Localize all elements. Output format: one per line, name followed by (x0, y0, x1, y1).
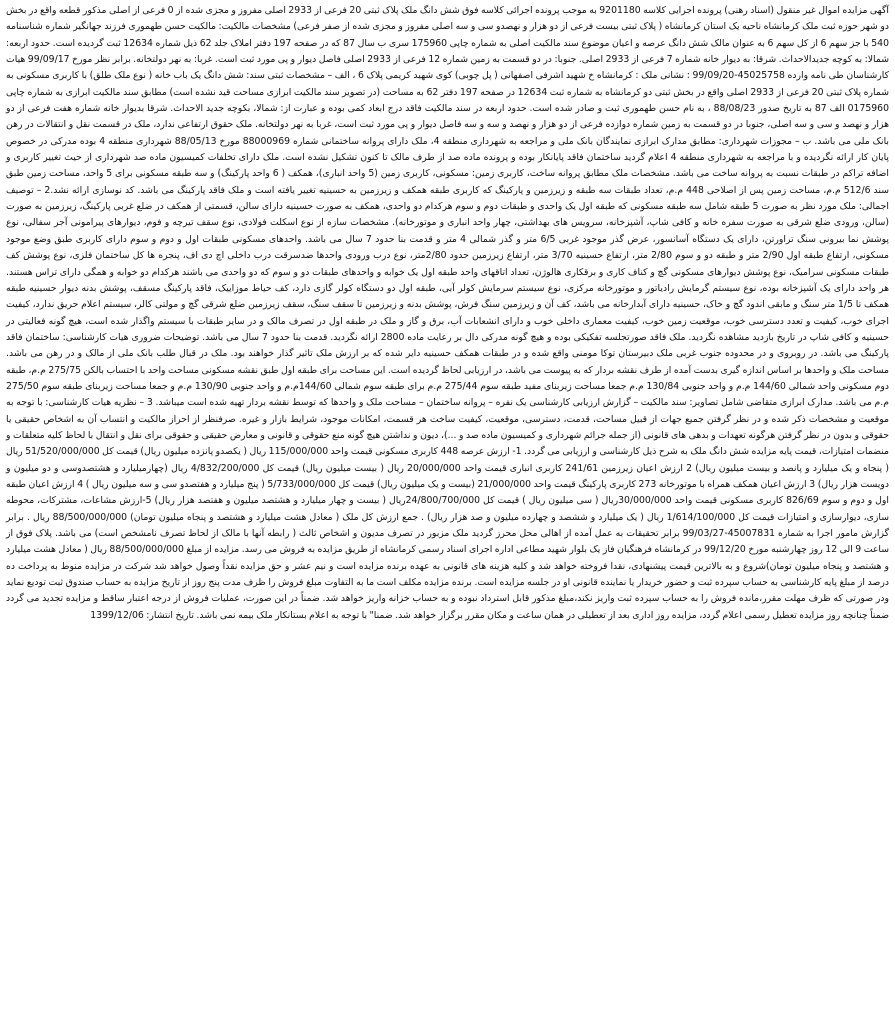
notice-body: (اسناد رهنی) پرونده اجرایی کلاسه 9201180 به موجب پرونده اجرائی کلاسه فوق شش دانگ ملک پلاک ثبتی 20 فرعی از 2933 اصلی مفروز و مجزی شده از 0 فرعی از اصلی مذکور قطعه واقع در بخش دو شهر حوزه ثبت ملک کرمانشاه ناحیه یک استان کرمانشاه ( پلاک ثبتی بیست فرعی از دو هزار و نهصدو سی و سه اصلی مفروز و مجزی شده از صفر فرعی) مشخصات مالکیت: مالکیت حسن طهموری فرزند جهانگیر شماره شناسنامه 540 با جز سهم 6 از کل سهم 6 به عنوان مالک شش دانگ عرصه و اعیان موضوع سند مالکیت اصلی به شماره چاپی 175960 سری ب سال 87 که در صفحه 197 دفتر املاک جلد 62 ذیل شماره 12634 ثبت گردیده است. حدود اربعه: شمالا: به کوچه جدیدالاحداث. شرقا: به دیوار خانه شماره 7 فرعی از 2933 اصلی. جنوبا: در دو قسمت به زمین شماره 12 فرعی از 2933 اصلی فاصل دیوار و پی مورد ثبت است. غربا: به نهر دولتخانه. برابر نظر مورخ 99/09/17 هیات کارشناسان طی نامه وارده 45025758-99/09/20 : نشانی ملک : کرمانشاه خ شهید اشرفی اصفهانی ( پل چوبی) کوی شهید کریمی پلاک 6 ، الف – مشخصات ثبتی سند: شش دانگ یک باب خانه ( نوع ملک طلق) با کاربری مسکونی به شماره پلاک ثبتی 20 فرعی از 2933 اصلی واقع در بخش ثبتی دو کرمانشاه به شماره ثبت 12634 در صفحه 197 دفتر 62 به مساحت (در تصویر سند مالکیت ابرازی مساحت قید نشده است) مطابق سند مالکیت ابرازی به شماره چاپی 0175960 الف 87 به تاریخ صدور 88/08/23 ، به نام حسن طهموری ثبت و صادر شده است. حدود اربعه در سند مالکیت فاقد درج ابعاد کمی بوده و عبارت از: شمالا، بکوچه جدید الاحداث. شرقا بدیوار خانه شماره هفت فرعی از دو هزار و نهصد و سی و سه اصلی، جنوبا در دو قسمت به زمین شماره دوازده فرعی از دو هزار و نهصد و سه و سه فاصل دیوار و پی مورد ثبت است، غربا به نهر دولتخانه. ملک حقوق ارتفاعی ندارد، ملک در قسمت نقل و انتقالات در رهن بانک ملی می باشد. ب – مجوزات شهرداری: مطابق مدارک ابرازی نمایندگان بانک ملی و مراجعه به شهرداری منطقه 4، ملک دارای پروانه ساختمانی شماره 88000969 مورخ 88/05/13 شهرداری منطقه 4 بوده مدرکی در خصوص پایان کار ارائه نگردیده و با مراجعه به شهرداری منطقه 4 اعلام گردید ساختمان فاقد پایانکار بوده و پرونده ماده صد از طرف مالک تا کنون تشکیل نشده است. ملک دارای تخلفات کمیسیون ماده صد شهرداری از حیث تغییر کاربری و اضافه تراکم در طبقات نسبت به پروانه ساخت می باشد. مشخصات ملک مطابق پروانه ساخت، کاربری زمین: مسکونی، کاربری زمین (5 واحد انباری)، همکف ( 6 واحد پارکینگ) و سه طبقه مسکونی برای 5 واحد، مساحت زمین طبق سند 512/6 م.م، مساحت زمین پس از اصلاحی 448 م.م، تعداد طبقات سه طبقه و زیرزمین و پارکینگ که کاربری طبقه همکف و زیرزمین به حسینیه تغییر یافته است و ملک فاقد پارکینگ می باشد. کد نوسازی ارائه نشد.2 – توصیف اجمالی: ملک مورد نظر به صورت 5 طبقه شامل سه طبقه مسکونی که طبقه اول یک واحدی و طبقات دوم و سوم هرکدام دو واحدی، همکف به صورت حسینیه دارای سالن، قسمتی از همکف در ضلع غربی پارکینگ، زیرزمین به صورت (سالن، ورودی ضلع شرقی به صورت سفره خانه و کافی شاپ، آشپزخانه، سرویس های بهداشتی، چهار واحد انباری و موتورخانه). مشخصات سازه از نوع اسکلت فولادی، نوع سقف تیرچه و فوم، دیوارهای پیرامونی آجر سفالی، نوع پوشش نما بیرونی سنگ تراورتن، دارای یک دستگاه آسانسور، عرض گذر موجود غربی 6/5 متر و گذر شمالی 4 متر و قدمت بنا حدود 7 سال می باشد. واحدهای مسکونی طبقات اول و دوم و سوم دارای کاربری طبق وضع موجود مسکونی، ارتفاع طبقه اول 2/90 متر و طبقه دو و سوم 2/80 متر، ارتفاع حسینیه 3/70 متر، ارتفاع زیرزمین حدود 2/80متر، نوع درب ورودی واحدها ضدسرقت درب داخلی اچ دی اف، پنجره ها کل ساختمان فلزی، نوع پوشش کف طبقات مسکونی سرامیک، نوع پوشش دیوارهای مسکونی گچ و کناف کاری و برقکاری هالوژن، تعداد اتاقهای واحد طبقه اول یک خوابه و واحدهای طبقات دو و سوم که دو واحدی می باشند هرکدام دو خوابه و همگی دارای تراس هستند. هر واحد دارای یک آشپزخانه بوده، نوع سیستم گرمایش رادیاتور و موتورخانه مرکزی، نوع سیستم سرمایش کولر آبی، طبقه اول دو دستگاه کولر گازی دارد، کف حیاط موزاییک، فاقد پارکینگ مسقف، پوشش بدنه دیوار حسینیه طبقه همکف تا 1/5 متر سنگ و مابقی اندود گچ و خاک، حسینیه دارای آبدارخانه می باشد، کف آن و زیرزمین سنگ فرش، پوشش بدنه و زیرزمین تا سقف سنگ، سقف زیرزمین ضلع شرقی گچ و مولتی کالر، سیستم اعلام حریق ندارد، کیفیت اجرای خوب، کیفیت و تعدد دسترسی خوب، موقعیت زمین خوب، کیفیت معماری داخلی خوب و دارای انشعابات آب، برق و گاز و ملک در طبقه اول در تصرف مالک و در سایر طبقات با سیستم واگذار شده است، هیچ گونه فعالیتی در حسینیه و کافی شاپ در تاریخ بازدید مشاهده نگردید. ملک فاقد صورتجلسه تفکیکی بوده و هیچ گونه مدرکی دال بر رعایت ماده 2800 ارائه نگردید. قدمت بنا حدود 7 سال می باشد. توضیحات ضروری هیات کارشناسی: ساختمان فاقد پارکینگ می باشد. در روبروی و در محدوده جنوب غربی ملک دبیرستان توکا مومنی واقع شده و در طبقات همکف حسینیه دایر شده که بر ارزش ملک تاثیر گذار خواهند بود. ملک در قبال طلب بانک ملی از مالک و در رهن می باشد. مساحت ملک و واحدها بر اساس اندازه گیری بدست آمده از طرف نقشه بردار که به پیوست می باشد، در ارزیابی لحاظ گردیده است. این مساحت برای طبقه اول طبق نقشه مسکونی مساحت واحد با احتساب بالکن 275/75 م.م، طبقه دوم مسکونی واحد شمالی 144/60 م.م و واحد جنوبی 130/84 م.م جمعا مساحت زیربنای مفید طبقه سوم 275/44 م.م برای طبقه سوم شمالی 144/60م.م و واحد جنوبی 130/90 م.م و جمعا مساحت زیربنای طبقه سوم 275/50 م.م می باشد. مدارک ابرازی متقاضی شامل تصاویر: سند مالکیت – گزارش ارزیابی کارشناسی یک نفره – پروانه ساختمان – مساحت ملک و واحدها که توسط نقشه بردار تهیه شده است میباشد. 3 – نظریه هیات کارشناسی: با توجه به موقعیت و مشخصات ذکر شده و در نظر گرفتن جمیع جهات از قبیل مساحت، قدمت، دسترسی، موقعیت، کیفیت ساخت هر قسمت، امکانات موجود، شرایط بازار و غیره. صرفنظر از احراز مالکیت و انتساب آن به اشخاص حقیقی یا حقوقی و بدون در نظر گرفتن هرگونه تعهدات و بدهی های قانونی (از جمله جرائم شهرداری و کمیسیون ماده صد و ...)، دیون و نداشتن هیچ گونه منع حقوقی و قانونی و معارض حقیقی و حقوقی برای نقل و انتقال با لحاظ کلیه متعلقات و منضمات امتیازات، قیمت پایه مزایده شش دانگ ملک به شرح ذیل کارشناسی و ارزیابی می گردد. 1- ارزش عرصه 448 کاربری مسکونی قیمت واحد 115/000/000 ریال ( یکصدو پانزده میلیون ریال) قیمت کل 51/520/000/000 ریال ( پنجاه و یک میلیارد و پانصد و بیست میلیون ریال) 2 ارزش اعیان زیرزمین 241/61 کاربری انباری قیمت واحد 20/000/000 ریال ( بیست میلیون ریال) قیمت کل 4/832/200/000 ریال (چهارمیلیارد و هشتصدوسی و دو میلیون و دویست هزار ریال) 3 ارزش اعیان همکف همراه با موتورخانه 273 کاربری پارکینگ قیمت واحد 21/000/000 (بیست و یک میلیون ریال) قیمت کل 5/733/000/000 ( پنج میلیارد و هفتصدو سی و سه میلیون ریال ) 4 ارزش اعیان طبقه اول و دوم و سوم 826/69 کاربری مسکونی قیمت واحد 30/000/000ریال ( سی میلیون ریال ) قیمت کل 24/800/700/000ریال ( بیست و چهار میلیارد و هشتصد میلیون و هفتصد هزار ریال) 5-ارزش مشاعات، مشترکات، محوطه سازی، دیوارسازی و امتیازات قیمت کل 1/614/100/000 ریال ( یک میلیارد و ششصد و چهارده میلیون و صد هزار ریال) . جمع ارزش کل ملک ( معادل هشت میلیارد و هشتصد و پنجاه میلیون تومان) 88/500/000/000 ریال . برابر گزارش مامور اجرا به شماره 45007831-99/03/27 برابر تحقیقات به عمل آمده از اهالی محل محرز گردید ملک مزبور در تصرف مدیون و اشخاص ثالث ( رابطه آنها با مالک از لحاظ تصرف نامشخص است) می باشد. پلاک فوق از ساعت 9 الی 12 روز چهارشنبه مورخ 99/12/20 در کرمانشاه فرهنگیان فاز یک بلوار شهید مطاعی اداره اجرای اسناد رسمی کرمانشاه از طریق مزایده به فروش می رسد. مزایده از مبلغ 88/500/000/000 ریال ( معادل هشت میلیارد و هشتصد و پنجاه میلیون تومان)شروع و به بالاترین قیمت پیشنهادی، نقدا فروخته خواهد شد و کلیه هزینه های قانونی به عهده برنده مزایده است و نیم عشر و حق مزایده نقداً وصول خواهد شد شرکت در مزایده منوط به پرداخت ده درصد از مبلغ پایه کارشناسی به حساب سپرده ثبت و حضور خریدار یا نماینده قانونی او در جلسه مزایده است. برنده مزایده مکلف است ما به التفاوت مبلغ فروش را ظرف مدت پنج روز از تاریخ مزایده به حساب صندوق ثبت تودیع نماید ودر صورتی که ظرف مهلت مقرر،مانده فروش را به حساب سپرده ثبت واریز نکند،مبلغ مذکور قابل استرداد نبوده و به حساب خزانه واریز خواهد شد. ضمناً در این صورت، عملیات فروش از درجه اعتبار ساقط و مزایده تجدید می گردد ضمناً چنانچه روز مزایده تعطیل رسمی اعلام گردد، مزایده روز اداری بعد از تعطیلی در همان ساعت و مکان مقرر برگزار خواهد شد. ضمنا" با توجه به اعلام بستانکار ملک بیمه نمی باشد. تاریخ انتشار: 1399/12/06 (6, 5, 890, 621)
notice-title: آگهی مزایده اموال غیر منقول (776, 5, 889, 16)
notice-paragraph (6, 3, 889, 624)
